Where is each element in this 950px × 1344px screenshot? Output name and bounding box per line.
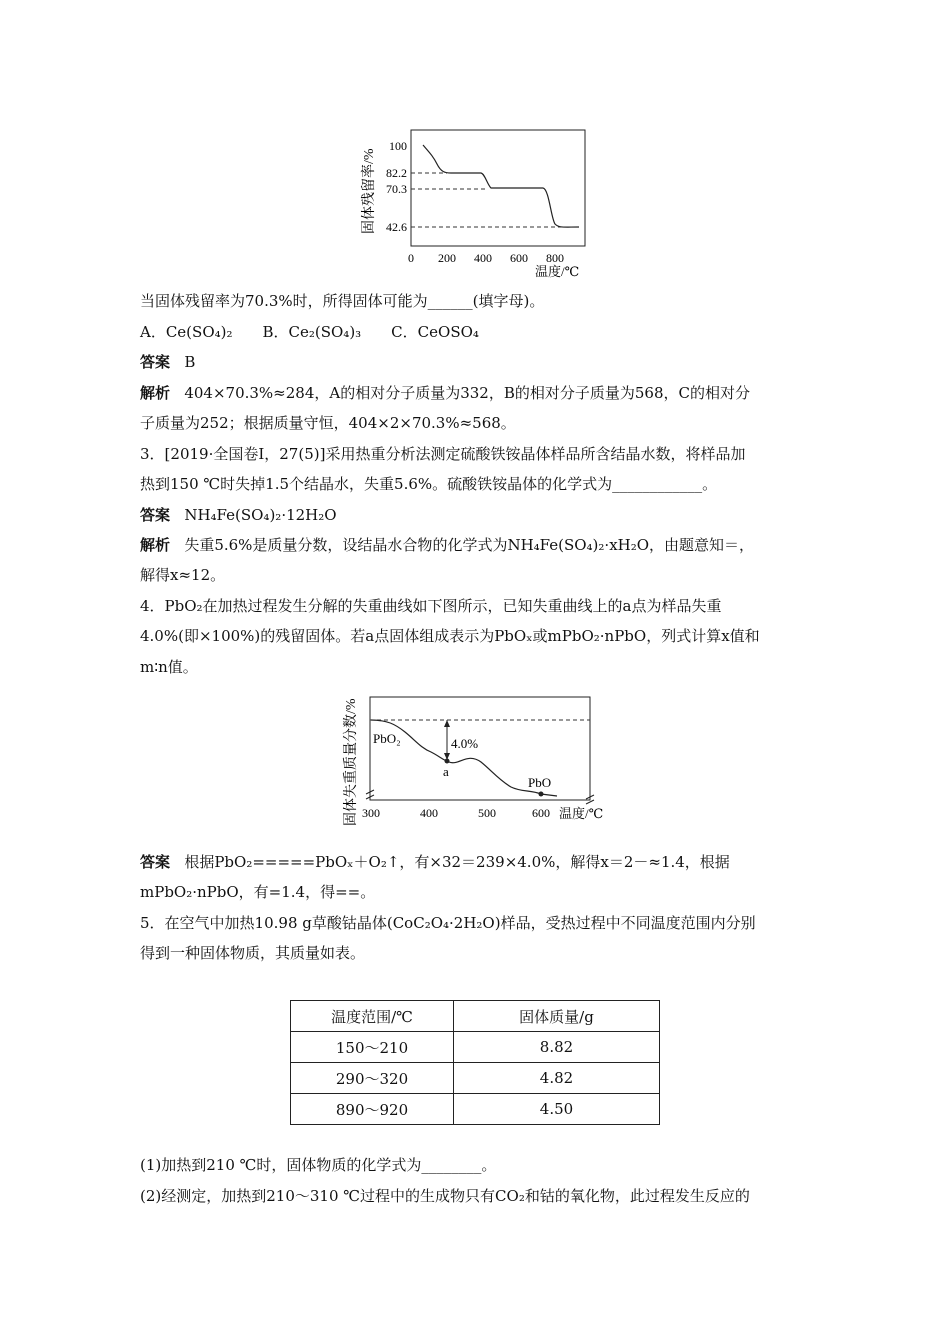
chart2-label-percent: 4.0% (451, 736, 479, 751)
table-row (291, 1094, 660, 1125)
chart2-ylabel: 固体失重质量分数/% (344, 698, 359, 826)
q4-line2: 4.0%(即×100%)的残留固体。若a点固体组成表示为PbOₓ或mPbO₂·nPbO，列式计算x值和 (140, 627, 760, 645)
chart1-xtick-800: 800 (546, 251, 564, 265)
q2-prompt: 当固体残留率为70.3%时，所得固体可能为______(填字母)。 (140, 292, 545, 310)
chart1-xlabel: 温度/℃ (535, 264, 580, 278)
q4-answer-label: 答案 (140, 853, 171, 871)
chart1-xtick-400: 400 (474, 251, 492, 265)
chart2-point-a (445, 759, 450, 764)
q4-answer-line2: mPbO₂·nPbO，有=1.4，得==。 (140, 883, 376, 901)
q3-line1: 3．[2019·全国卷Ⅰ，27(5)]采用热重分析法测定硫酸铁铵晶体样品所含结晶水数，将样品加 (140, 445, 746, 463)
q3-answer: NH₄Fe(SO₄)₂·12H₂O (184, 506, 337, 524)
table-cell-mass: 4.82 (454, 1063, 660, 1094)
q3-analysis-label: 解析 (140, 536, 171, 554)
q3-analysis-text1: 失重5.6%是质量分数，设结晶水合物的化学式为NH₄Fe(SO₄)₂·xH₂O，由题意知＝， (184, 536, 755, 554)
chart2-xtick-500: 500 (478, 806, 496, 820)
chart1-ylabel: 固体残留率/% (362, 148, 377, 234)
chart1-ytick-42: 42.6 (386, 220, 407, 234)
q4-answer-line1 (140, 852, 730, 872)
table-header-temp: 温度范围/℃ (291, 1001, 454, 1032)
table-row (291, 1032, 660, 1063)
chart1-ytick-100: 100 (389, 139, 407, 153)
table-cell-temp: 290～320 (291, 1063, 454, 1094)
q3-line2: 热到150 ℃时失掉1.5个结晶水，失重5.6%。硫酸铁铵晶体的化学式为____________。 (140, 475, 718, 493)
chart2-label-end: PbO (528, 775, 552, 790)
chart2-arrow-up (444, 720, 450, 727)
q2-options: A．Ce(SO₄)₂ B．Ce₂(SO₄)₃ C．CeOSO₄ (140, 323, 479, 341)
chart1-curve (423, 145, 579, 227)
chart1-xtick-200: 200 (438, 251, 456, 265)
chart2-frame (370, 697, 590, 800)
table-cell-mass: 4.50 (454, 1094, 660, 1125)
q2-analysis-line1 (140, 383, 750, 403)
chart2-xtick-300: 300 (362, 806, 380, 820)
chart1-ytick-70: 70.3 (386, 182, 407, 196)
chart2-label-a: a (443, 764, 449, 779)
table-header-row (291, 1001, 660, 1032)
q3-analysis-line2: 解得x≈12。 (140, 566, 226, 584)
chart2-label-start: PbO₂ (373, 731, 401, 746)
q2-answer-label: 答案 (140, 353, 171, 371)
residual-rate-chart (355, 128, 595, 278)
q5-line1: 5．在空气中加热10.98 g草酸钴晶体(CoC₂O₄·2H₂O)样品，受热过程中不同温度范围内分别 (140, 914, 756, 932)
table-row (291, 1063, 660, 1094)
q4-answer-text1: 根据PbO₂=====PbOₓ＋O₂↑，有×32＝239×4.0%，解得x＝2－≈1.4，根据 (184, 853, 730, 871)
mass-table (290, 1000, 660, 1125)
table-cell-temp: 890～920 (291, 1094, 454, 1125)
q4-line1: 4．PbO₂在加热过程发生分解的失重曲线如下图所示，已知失重曲线上的a点为样品失重 (140, 597, 722, 615)
q5-sub1: (1)加热到210 ℃时，固体物质的化学式为________。 (140, 1156, 497, 1174)
chart2-xtick-400: 400 (420, 806, 438, 820)
chart1-xtick-600: 600 (510, 251, 528, 265)
chart2-xlabel: 温度/℃ (559, 806, 604, 821)
q5-line2: 得到一种固体物质，其质量如表。 (140, 944, 366, 962)
q3-answer-label: 答案 (140, 506, 171, 524)
q2-analysis-line2: 子质量为252；根据质量守恒，404×2×70.3%≈568。 (140, 414, 516, 432)
table-cell-mass: 8.82 (454, 1032, 660, 1063)
q2-answer: B (184, 353, 196, 371)
q3-analysis-line1 (140, 535, 754, 555)
chart1-xtick-0: 0 (408, 251, 414, 265)
table-header-mass: 固体质量/g (454, 1001, 660, 1032)
q5-sub2: (2)经测定，加热到210～310 ℃过程中的生成物只有CO₂和钴的氧化物，此过程发生反应的 (140, 1187, 750, 1205)
q2-analysis-text1: 404×70.3%≈284，A的相对分子质量为332，B的相对分子质量为568，C的相对分 (184, 384, 750, 402)
q4-line3: m∶n值。 (140, 658, 198, 676)
chart2-point-pbo (539, 792, 544, 797)
q2-answer-line (140, 352, 195, 372)
q2-analysis-label: 解析 (140, 384, 171, 402)
weight-loss-chart (335, 690, 625, 830)
chart1-ytick-82: 82.2 (386, 166, 407, 180)
q3-answer-line (140, 505, 337, 525)
table-cell-temp: 150～210 (291, 1032, 454, 1063)
chart2-xtick-600: 600 (532, 806, 550, 820)
